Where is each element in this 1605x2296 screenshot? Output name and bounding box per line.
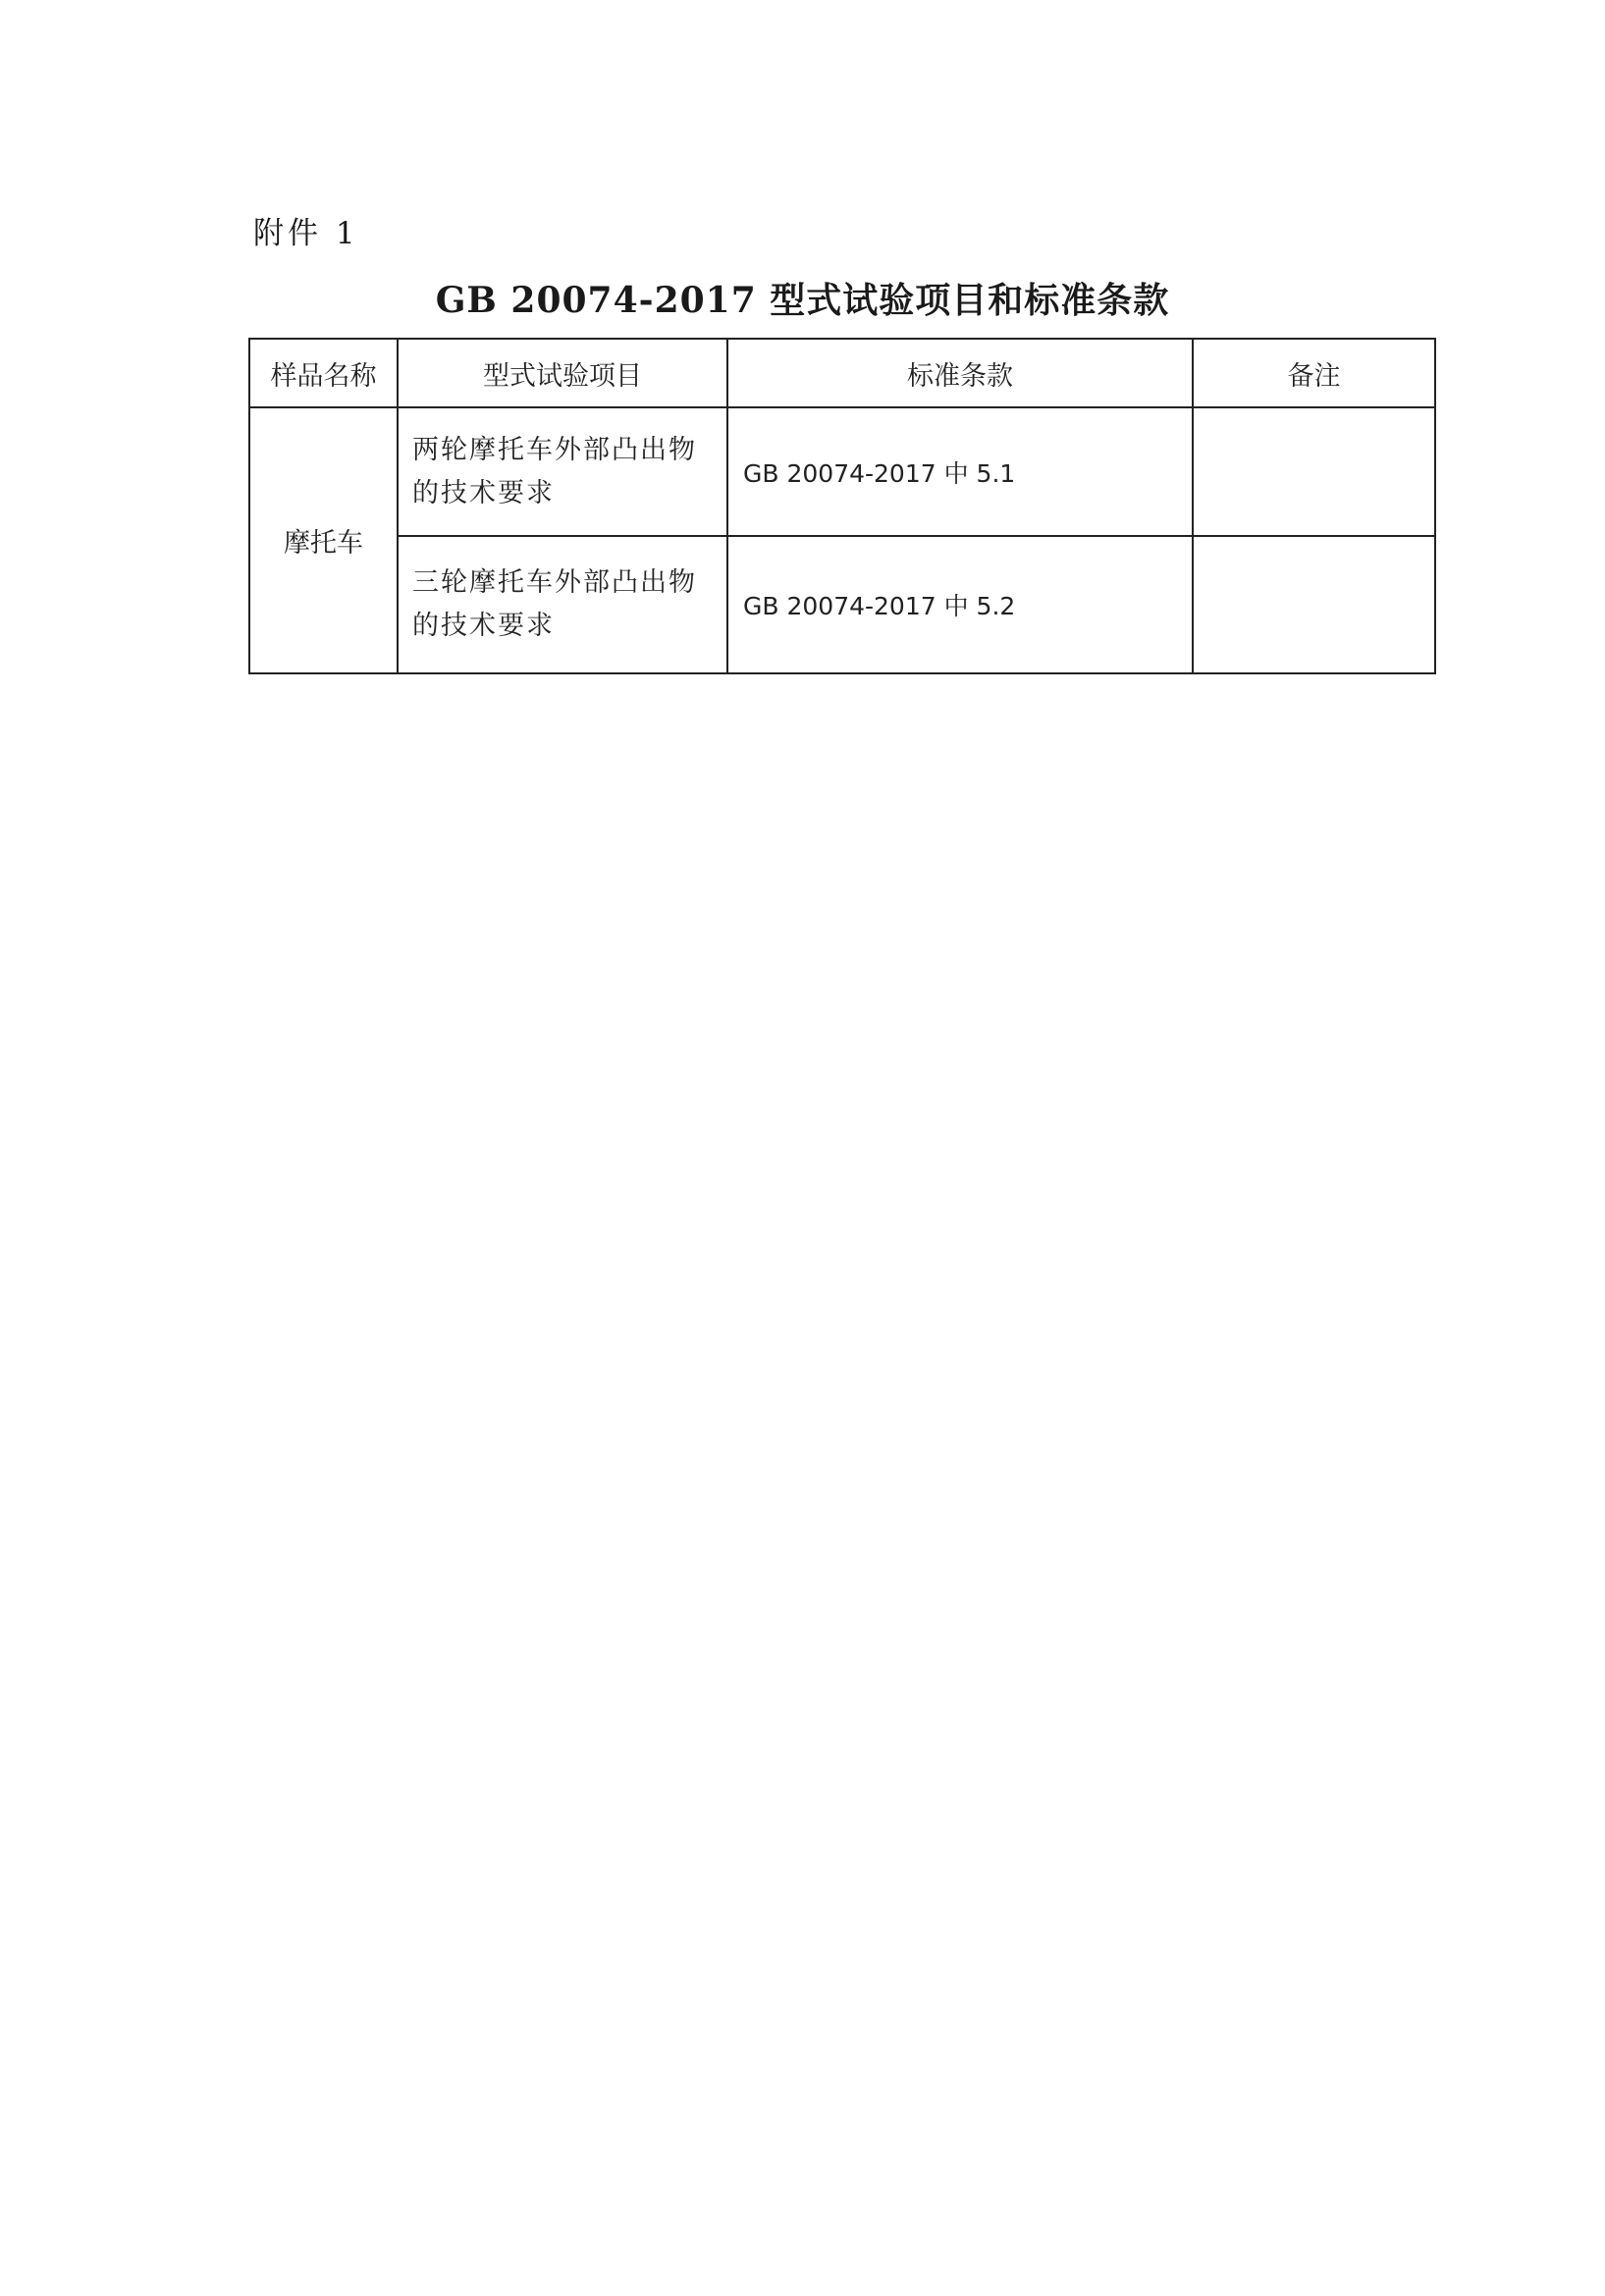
header-standard-clause: 标准条款 [727,339,1193,407]
header-note: 备注 [1193,339,1435,407]
table-header-row [249,339,1435,407]
header-test-item: 型式试验项目 [398,339,727,407]
note-cell [1193,536,1435,673]
test-item-cell: 三轮摩托车外部凸出物的技术要求 [398,536,727,673]
test-item-cell: 两轮摩托车外部凸出物的技术要求 [398,407,727,536]
test-items-table [248,338,1436,674]
sample-name-cell: 摩托车 [249,407,398,673]
page-title: GB 20074-2017 型式试验项目和标准条款 [435,280,1170,321]
header-sample-name: 样品名称 [249,339,398,407]
note-cell [1193,407,1435,536]
attachment-label: 附件 1 [253,216,359,251]
table-row [249,536,1435,673]
standard-clause-cell: GB 20074-2017 中 5.1 [727,407,1193,536]
table-row [249,407,1435,536]
standard-clause-cell: GB 20074-2017 中 5.2 [727,536,1193,673]
